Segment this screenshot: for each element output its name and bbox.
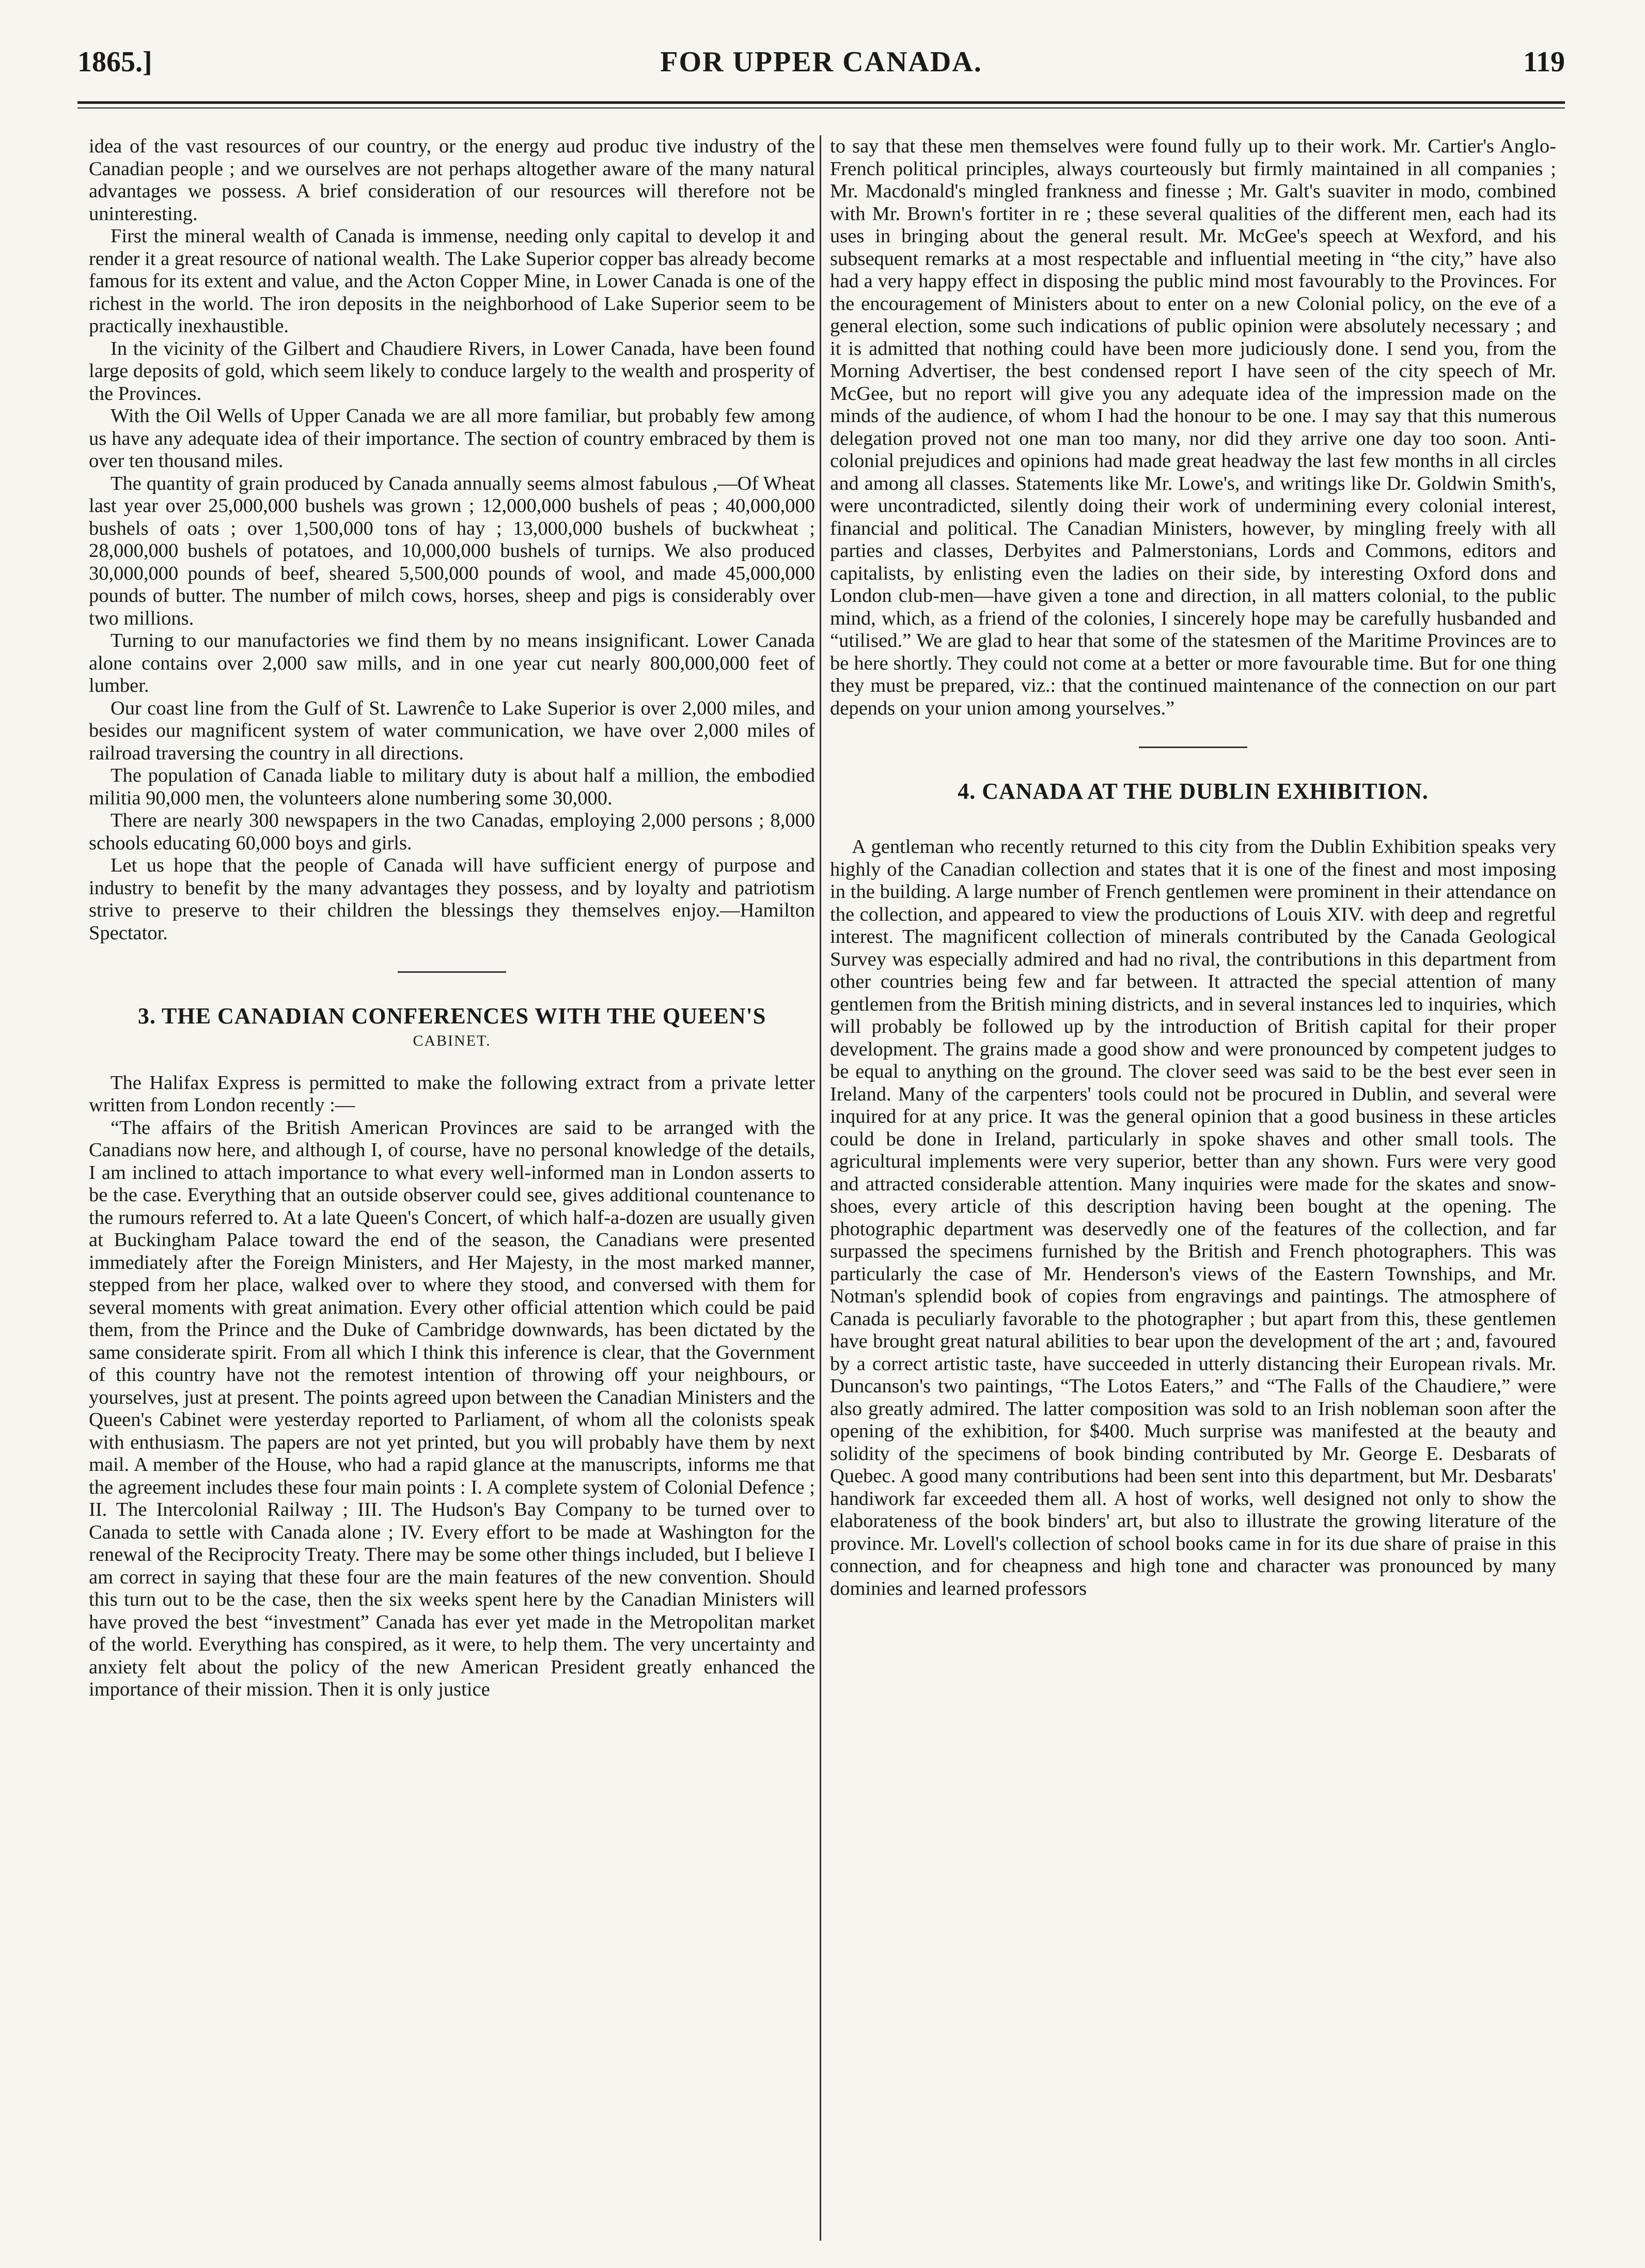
section-separator [398,971,506,973]
header-rule-thin [77,107,1565,108]
left-column [89,135,815,1701]
header-page-number: 119 [1523,46,1565,78]
paragraph: A gentleman who recently returned to this city from the Dublin Exhibition speaks very highly of the Canadian collection and states that it is one of the finest and most imposing in the building. A large number of French gentlemen were prominent in their attendance on the collection, and appeared to view the productions of Louis XIV. with deep and regretful interest. The magnificent collection of minerals contributed by the Canada Geological Survey was especially admired and had no rival, the contributions in this department from other countries being few and far between. It attracted the special attention of many gentlemen from the British mining districts, and in several instances led to inquiries, which will probably be followed up by the introduction of British capital for their proper development. The grains made a good show and were pronounced by competent judges to be equal to anything on the ground. The clover seed was said to be the best ever seen in Ireland. Many of the carpenters' tools could not be procured in Dublin, and several were inquired for at any price. It was the general opinion that a good business in these articles could be done in Ireland, particularly in spoke shaves and other small tools. The agricultural implements were very superior, better than any shown. Furs were very good and attracted considerable attention. Many inquiries were made for the skates and snow-shoes, every article of this description having been bought at the opening. The photographic department was deservedly one of the features of the collection, and far surpassed the specimens furnished by the British and French photographers. This was particularly the case of Mr. Henderson's views of the Eastern Townships, and Mr. Notman's splendid book of copies from engravings and paintings. The atmosphere of Canada is peculiarly favorable to the photographer ; but apart from this, these gentlemen have brought great natural abilities to bear upon the development of the art ; and, favoured by a correct artistic taste, have succeeded in utterly distancing their European rivals. Mr. Duncanson's two paintings, “The Lotos Eaters,” and “The Falls of the Chaudiere,” were also greatly admired. The latter composition was sold to an Irish nobleman soon after the opening of the exhibition, for $400. Much surprise was manifested at the beauty and solidity of the specimens of book binding contributed by Mr. George E. Desbarats of Quebec. A good many contributions had been sent into this department, but Mr. Desbarats' handiwork far exceeded them all. A host of works, well designed not only to show the elaborateness of the book binders' art, but also to illustrate the growing literature of the province. Mr. Lovell's collection of school books came in for its due share of praise in this connection, and for cheapness and high tone and character was pronounced by many dominies and learned professors [830,836,1556,1599]
paragraph: Our coast line from the Gulf of St. Lawrenĉe to Lake Superior is over 2,000 miles, and besides our magnificent system of water communication, we have over 2,000 miles of railroad traversing the country in all directions. [89,697,815,764]
section-3-subtitle: CABINET. [413,1032,491,1049]
section-separator [1139,747,1247,748]
right-column [830,135,1556,1600]
running-header [77,36,1565,93]
section-4-title: 4. CANADA AT THE DUBLIN EXHIBITION. [958,779,1429,804]
column-divider [820,135,821,2241]
paragraph: The population of Canada liable to military duty is about half a million, the embodied militia 90,000 men, the volunteers alone numbering some 30,000. [89,765,815,809]
paragraph: The Halifax Express is permitted to make the following extract from a private letter written from London recently :— [89,1071,815,1116]
paragraph: Let us hope that the people of Canada will have sufficient energy of purpose and industry to benefit by the many advantages they possess, and by loyalty and patriotism strive to preserve to their children the blessings they themselves enjoy.—Hamilton Spectator. [89,855,815,944]
paragraph: idea of the vast resources of our country, or the energy aud produc tive industry of the Canadian people ; and we ourselves are not perhaps altogether aware of the many natural advantages we possess. A brief consideration of our resources will therefore not be uninteresting. [89,135,815,225]
paragraph: Turning to our manufactories we find them by no means insignificant. Lower Canada alone contains over 2,000 saw mills, and in one year cut nearly 800,000,000 feet of lumber. [89,630,815,696]
paragraph: “The affairs of the British American Provinces are said to be arranged with the Canadians now here, and although I, of course, have no personal knowledge of the details, I am inclined to attach importance to what every well-informed man in London asserts to be the case. Everything that an outside observer could see, gives additional countenance to the rumours referred to. At a late Queen's Concert, of which half-a-dozen are usually given at Buckingham Palace toward the end of the season, the Canadians were presented immediately after the Foreign Ministers, and Her Majesty, in the most marked manner, stepped from her place, walked over to where they stood, and conversed with them for several moments with great animation. Every other official attention which could be paid them, from the Prince and the Duke of Cambridge downwards, has been dictated by the same considerate spirit. From all which I think this inference is clear, that the Government of this country have not the remotest intention of throwing off your neighbours, or yourselves, just at present. The points agreed upon between the Canadian Ministers and the Queen's Cabinet were yesterday reported to Parliament, of whom all the colonists speak with enthusiasm. The papers are not yet printed, but you will probably have them by next mail. A member of the House, who had a rapid glance at the manuscripts, informs me that the agreement includes these four main points : I. A complete system of Colonial Defence ; II. The Intercolonial Railway ; III. The Hudson's Bay Company to be turned over to Canada to settle with Canada alone ; IV. Every effort to be made at Washington for the renewal of the Reciprocity Treaty. There may be some other things included, but I believe I am correct in saying that these four are the main features of the new convention. Should this turn out to be the case, then the six weeks spent here by the Canadian Ministers will have proved the best “investment” Canada has ever yet made in the Metropolitan market of the world. Everything has conspired, as it were, to help them. The very uncertainty and anxiety felt about the policy of the new American President greatly enhanced the importance of their mission. Then it is only justice [89,1116,815,1700]
header-rule-thick [77,101,1565,104]
header-year: 1865.] [77,46,152,78]
paragraph: The quantity of grain produced by Canada annually seems almost fabulous ,—Of Wheat last year over 25,000,000 bushels was grown ; 12,000,000 bushels of peas ; 40,000,000 bushels of oats ; over 1,500,000 tons of hay ; 13,000,000 bushels of buckwheat ; 28,000,000 bushels of potatoes, and 10,000,000 bushels of turnips. We also produced 30,000,000 pounds of beef, sheared 5,500,000 pounds of wool, and made 45,000,000 pounds of butter. The number of milch cows, horses, sheep and pigs is considerably over two millions. [89,472,815,629]
section-3-title: 3. THE CANADIAN CONFERENCES WITH THE QUEEN'S [137,1003,766,1029]
paragraph: With the Oil Wells of Upper Canada we are all more familiar, but probably few among us have any adequate idea of their importance. The section of country embraced by them is over ten thousand miles. [89,405,815,472]
paragraph: There are nearly 300 newspapers in the two Canadas, employing 2,000 persons ; 8,000 schools educating 60,000 boys and girls. [89,810,815,854]
paragraph: First the mineral wealth of Canada is immense, needing only capital to develop it and render it a great resource of national wealth. The Lake Superior copper bas already become famous for its extent and value, and the Acton Copper Mine, in Lower Canada is one of the richest in the world. The iron deposits in the neighborhood of Lake Superior seem to be practically inexhaustible. [89,225,815,337]
header-title: FOR UPPER CANADA. [660,46,982,78]
paragraph: to say that these men themselves were found fully up to their work. Mr. Cartier's Anglo-French political principles, always courteously but firmly maintained in all companies ; Mr. Macdonald's mingled frankness and finesse ; Mr. Galt's suaviter in modo, combined with Mr. Brown's fortiter in re ; these several qualities of the different men, each had its uses in bringing about the general result. Mr. McGee's speech at Wexford, and his subsequent remarks at a most respectable and influential meeting in “the city,” have also had a very happy effect in disposing the public mind most favourably to the Provinces. For the encouragement of Ministers about to enter on a new Colonial policy, on the eve of a general election, some such indications of public opinion were absolutely necessary ; and it is admitted that nothing could have been more judiciously done. I send you, from the Morning Advertiser, the best condensed report I have seen of the city speech of Mr. McGee, but no report will give you any adequate idea of the impression made on the minds of the audience, of whom I had the honour to be one. I may say that this numerous delegation proved not one man too many, nor did they arrive one day too soon. Anti-colonial prejudices and opinions had made great headway the last few months in all circles and among all classes. Statements like Mr. Lowe's, and writings like Dr. Goldwin Smith's, were uncontradicted, silently doing their work of undermining every colonial interest, financial and political. The Canadian Ministers, however, by mingling freely with all parties and classes, Derbyites and Palmerstonians, Lords and Commons, editors and capitalists, by enlisting even the ladies on their side, by interesting Oxford dons and London club-men—have given a tone and direction, in all matters colonial, to the public mind, which, as a friend of the colonies, I sincerely hope may be carefully husbanded and “utilised.” We are glad to hear that some of the statesmen of the Maritime Provinces are to be here shortly. They could not come at a better or more favourable time. But for one thing they must be prepared, viz.: that the continued maintenance of the connection on our part depends on your union among yourselves.” [830,135,1556,719]
paragraph: In the vicinity of the Gilbert and Chaudiere Rivers, in Lower Canada, have been found large deposits of gold, which seem likely to conduce largely to the wealth and prosperity of the Provinces. [89,337,815,405]
